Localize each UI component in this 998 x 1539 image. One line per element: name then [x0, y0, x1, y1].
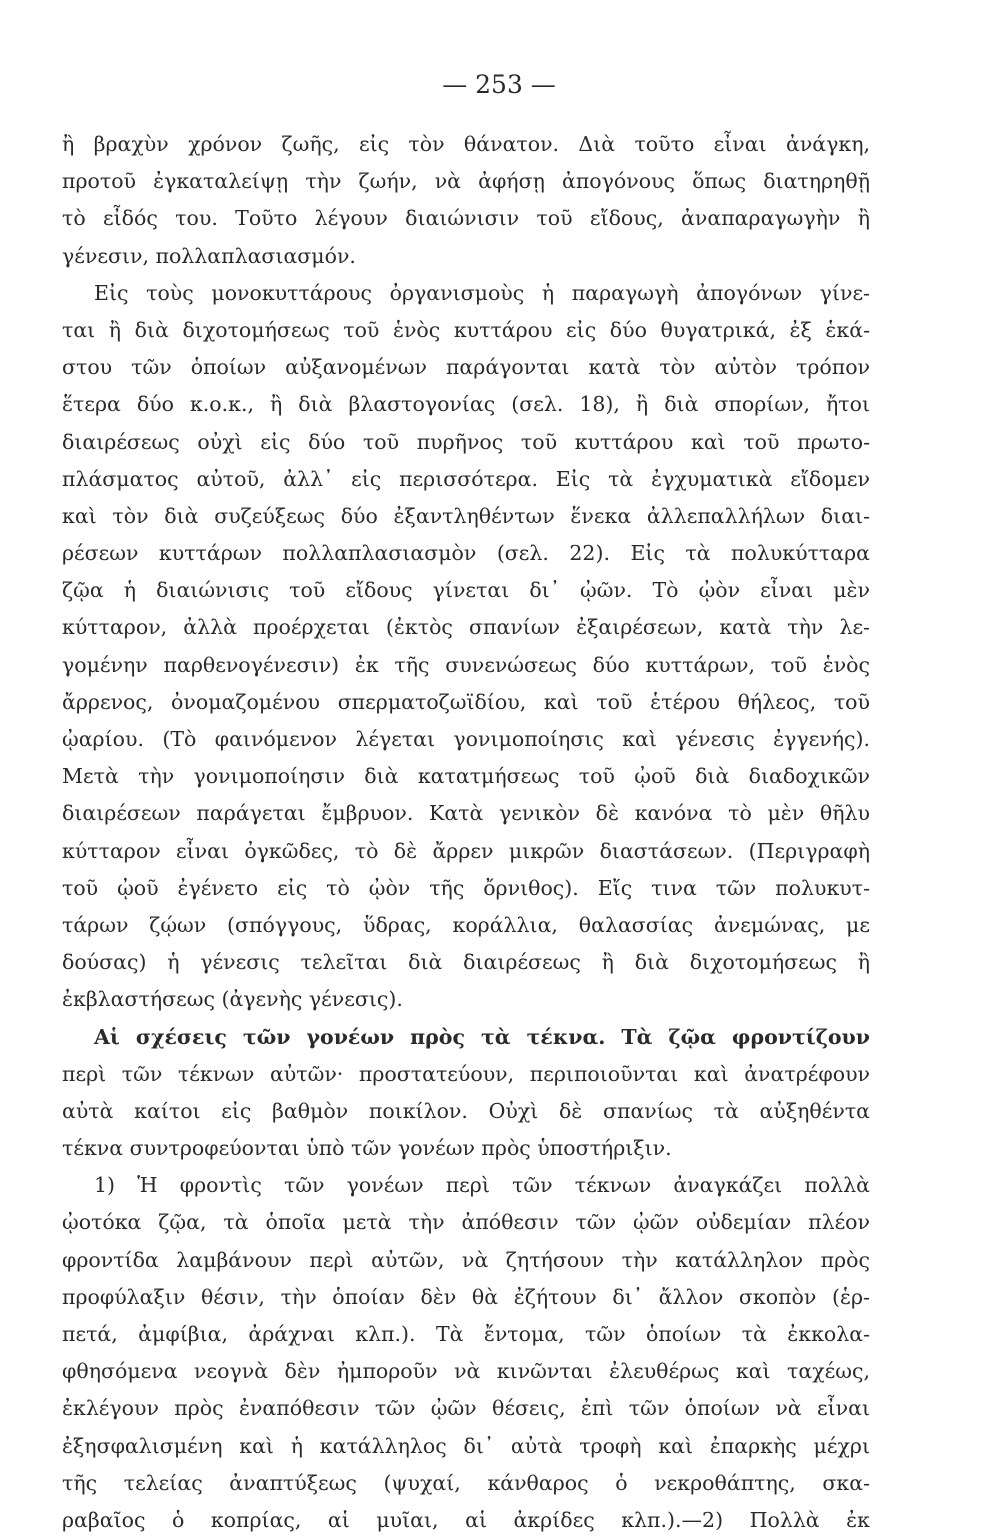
- text-line: πετά, ἀμφίβια, ἀράχναι κλπ.). Τὰ ἔντομα, τῶν ὁποίων τὰ ἐκκολα-: [62, 1322, 870, 1346]
- text-line: τοῦ ᾠοῦ ἐγένετο εἰς τὸ ᾠὸν τῆς ὄρνιθος). Εἴς τινα τῶν πολυκυτ-: [62, 875, 870, 900]
- text-line: τάρων ζῴων (σπόγγους, ὕδρας, κοράλλια, θαλασσίας ἀνεμώνας, με: [62, 912, 870, 937]
- paragraph-start-line: Εἰς τοὺς μονοκυττάρους ὀργανισμοὺς ἡ παραγωγὴ ἀπογόνων γίνε-: [94, 280, 870, 305]
- text-line: αὐτὰ καίτοι εἰς βαθμὸν ποικίλον. Οὐχὶ δὲ σπανίως τὰ αὐξηθέντα: [62, 1098, 870, 1123]
- text-line: τὸ εἶδός του. Τοῦτο λέγουν διαιώνισιν τοῦ εἴδους, ἀναπαραγωγὴν ἢ: [62, 206, 870, 231]
- text-line: γένεσιν, πολλαπλασιασμόν.: [62, 243, 356, 268]
- body-text: [62, 126, 870, 1539]
- text-line: τέκνα συντροφεύονται ὑπὸ τῶν γονέων πρὸς ὑποστήριξιν.: [62, 1136, 672, 1161]
- text-line: ἐξησφαλισμένη καὶ ἡ κατάλληλος δι᾽ αὐτὰ τροφὴ καὶ ἐπαρκὴς μέχρι: [62, 1433, 870, 1458]
- text-line: πλάσματος αὐτοῦ, ἀλλ᾽ εἰς περισσότερα. Εἰς τὰ ἐγχυματικὰ εἴδομεν: [62, 466, 870, 491]
- text-line: ἐκλέγουν πρὸς ἐναπόθεσιν τῶν ᾠῶν θέσεις, ἐπὶ τῶν ὁποίων νὰ εἶναι: [62, 1396, 870, 1421]
- text-line: προφύλαξιν θέσιν, τὴν ὁποίαν δὲν θὰ ἐζήτουν δι᾽ ἄλλον σκοπὸν (ἑρ-: [62, 1284, 870, 1309]
- text-line: φθησόμενα νεογνὰ δὲν ἠμποροῦν νὰ κινῶνται ἐλευθέρως καὶ ταχέως,: [62, 1359, 870, 1384]
- text-line: διαιρέσεων παράγεται ἔμβρυον. Κατὰ γενικὸν δὲ κανόνα τὸ μὲν θῆλυ: [62, 801, 870, 826]
- text-line: γομένην παρθενογένεσιν) ἐκ τῆς συνενώσεως δύο κυττάρων, τοῦ ἑνὸς: [62, 652, 870, 677]
- text-line: Μετὰ τὴν γονιμοποίησιν διὰ κατατμήσεως τοῦ ᾠοῦ διὰ διαδοχικῶν: [62, 764, 870, 789]
- text-line: περὶ τῶν τέκνων αὐτῶν· προστατεύουν, περιποιοῦνται καὶ ἀνατρέφουν: [62, 1061, 870, 1086]
- text-line: καὶ τὸν διὰ συζεύξεως δύο ἐξαντληθέντων ἕνεκα ἀλλεπαλλήλων διαι-: [62, 503, 870, 528]
- paragraph-start-line: 1) Ἡ φροντὶς τῶν γονέων περὶ τῶν τέκνων ἀναγκάζει πολλὰ: [94, 1173, 870, 1198]
- text-line: τῆς τελείας ἀναπτύξεως (ψυχαί, κάνθαρος ὁ νεκροθάπτης, σκα-: [62, 1470, 870, 1495]
- text-line: ἕτερα δύο κ.ο.κ., ἢ διὰ βλαστογονίας (σελ. 18), ἢ διὰ σπορίων, ἤτοι: [62, 392, 870, 417]
- text-line: ἐκβλαστήσεως (ἀγενὴς γένεσις).: [62, 987, 403, 1012]
- text-line: ται ἢ διὰ διχοτομήσεως τοῦ ἑνὸς κυττάρου εἰς δύο θυγατρικά, ἐξ ἑκά-: [62, 317, 870, 342]
- text-line: ζῷα ἡ διαιώνισις τοῦ εἴδους γίνεται δι᾽ ᾠῶν. Τὸ ᾠὸν εἶναι μὲν: [62, 578, 870, 603]
- text-line: στου τῶν ὁποίων αὐξανομένων παράγονται κατὰ τὸν αὐτὸν τρόπον: [62, 355, 870, 380]
- text-line: ἄρρενος, ὀνομαζομένου σπερματοζωϊδίου, καὶ τοῦ ἑτέρου θήλεος, τοῦ: [62, 689, 870, 714]
- text-line: ρέσεων κυττάρων πολλαπλασιασμὸν (σελ. 22). Εἰς τὰ πολυκύτταρα: [62, 541, 870, 566]
- text-line: ἢ βραχὺν χρόνον ζωῆς, εἰς τὸν θάνατον. Διὰ τοῦτο εἶναι ἀνάγκη,: [62, 132, 870, 156]
- text-line: ᾠοτόκα ζῷα, τὰ ὁποῖα μετὰ τὴν ἀπόθεσιν τῶν ᾠῶν οὐδεμίαν πλέον: [62, 1210, 870, 1235]
- section-heading-line: Αἱ σχέσεις τῶν γονέων πρὸς τὰ τέκνα. Τὰ ζῷα φροντίζουν: [94, 1024, 870, 1049]
- text-line: κύτταρον εἶναι ὀγκῶδες, τὸ δὲ ἄρρεν μικρῶν διαστάσεων. (Περιγραφὴ: [62, 838, 870, 863]
- page-number: — 253 —: [442, 70, 556, 99]
- text-line: διαιρέσεως οὐχὶ εἰς δύο τοῦ πυρῆνος τοῦ κυττάρου καὶ τοῦ πρωτο-: [62, 429, 870, 454]
- text-line: δούσας) ἡ γένεσις τελεῖται διὰ διαιρέσεως ἢ διὰ διχοτομήσεως ἢ: [62, 950, 870, 975]
- text-line: κύτταρον, ἀλλὰ προέρχεται (ἐκτὸς σπανίων ἐξαιρέσεων, κατὰ τὴν λε-: [62, 615, 870, 640]
- text-line: προτοῦ ἐγκαταλείψῃ τὴν ζωήν, νὰ ἀφήσῃ ἀπογόνους ὅπως διατηρηθῇ: [62, 169, 870, 194]
- text-line: ραβαῖος ὁ κοπρίας, αἱ μυῖαι, αἱ ἀκρίδες κλπ.).—2) Πολλὰ ἐκ: [62, 1507, 870, 1532]
- text-line: φροντίδα λαμβάνουν περὶ αὐτῶν, νὰ ζητήσουν τὴν κατάλληλον πρὸς: [62, 1247, 870, 1272]
- text-line: ᾠαρίου. (Τὸ φαινόμενον λέγεται γονιμοποίησις καὶ γένεσις ἐγγενής).: [62, 727, 870, 751]
